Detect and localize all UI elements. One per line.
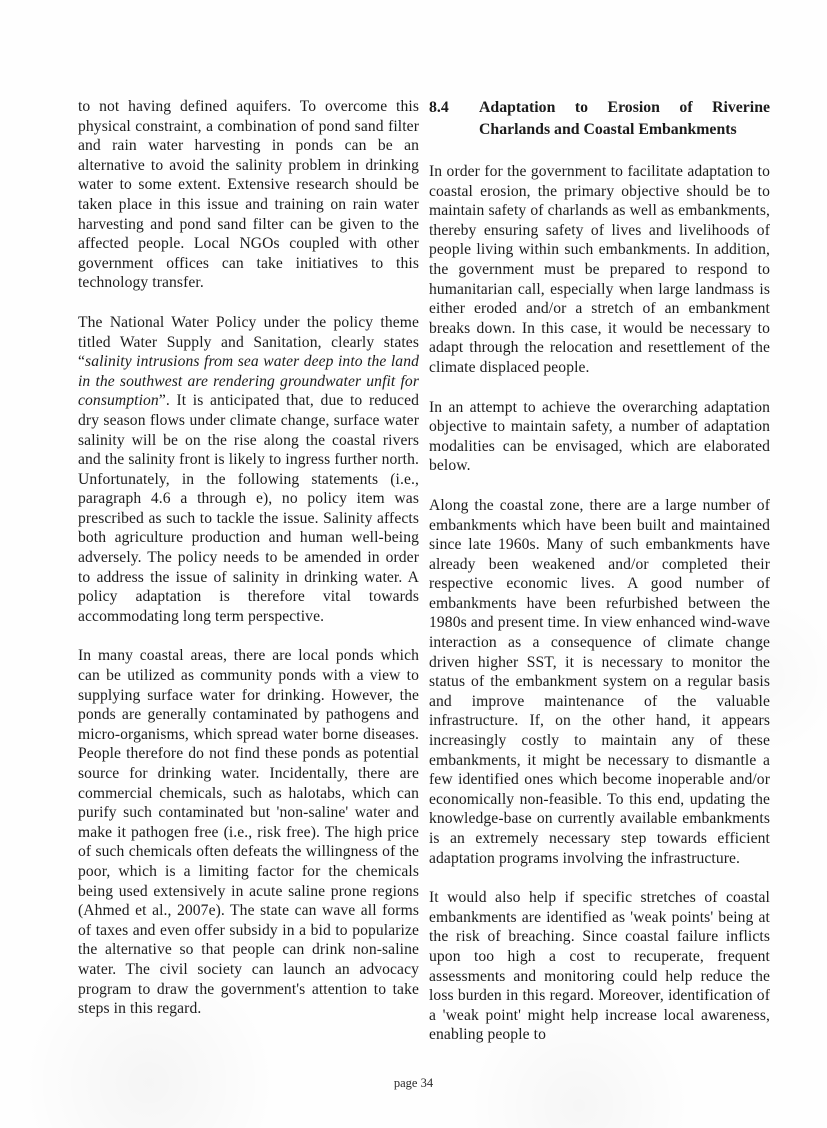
text-segment: In many coastal areas, there are local ponds which can be utilized as community ponds with a view to supplying surface water for drinking. However, the ponds are generally contaminated by pathogens and micro-organisms, which spread water borne diseases. People therefore do not find these ponds as potential source for drinking water. Incidentally, there are commercial chemicals, such as halotabs, which can purify such contaminated but 'non-saline' water and make it pathogen free (i.e., risk free). The high price of such chemicals often defeats the willingness of the poor, which is a limiting factor for the chemicals being used extensively in acute saline prone regions (Ahmed et al., 2007e). The state can wave all forms of taxes and even offer subsidy in a bid to popularize the alternative so that people can drink non-saline water. The civil society can launch an advocacy program to draw the government's attention to take steps in this regard. xyxy=(78,647,419,1018)
page-number: page 34 xyxy=(393,1076,434,1090)
section-heading xyxy=(429,97,770,140)
paragraph xyxy=(78,97,419,293)
left-column xyxy=(78,97,419,1045)
left-column-paragraphs xyxy=(78,97,419,1019)
text-segment: ”. It is anticipated that, due to reduced dry season flows under climate change, surface water salinity will be on the rise along the coastal rivers and the salinity front is likely to ingress further north. Unfortunately, in the following statements (i.e., paragraph 4.6 a through e), no policy item was prescribed as such to tackle the issue. Salinity affects both agriculture production and human well-being adversely. The policy needs to be amended in order to address the issue of salinity in drinking water. A policy adaptation is therefore vital towards accommodating long term perspective. xyxy=(78,392,419,625)
paragraph xyxy=(429,162,770,378)
paragraph xyxy=(78,313,419,627)
text-segment: In order for the government to facilitate adaptation to coastal erosion, the primary objective should be to maintain safety of charlands as well as embankments, thereby ensuring safety of lives and livelihoods of people living within such embankments. In addition, the government must be prepared to respond to humanitarian call, especially when large landmass is either eroded and/or a stretch of an embankment breaks down. In this case, it would be necessary to adapt through the relocation and resettlement of the climate displaced people. xyxy=(429,163,770,376)
paragraph xyxy=(429,398,770,476)
section-number: 8.4 xyxy=(429,99,449,116)
text-segment: It would also help if specific stretches of coastal embankments are identified as 'weak points' being at the risk of breaching. Since coastal failure inflicts upon too high a cost to recuperate, frequent assessments and monitoring could help reduce the loss burden in this regard. Moreover, identification of a 'weak point' might help increase local awareness, enabling people to xyxy=(429,889,770,1044)
text-segment: The National Water Policy under the policy theme titled Water Supply and Sanitation, clearly states “ xyxy=(78,313,419,371)
section-title: Adaptation to Erosion of Riverine Charlands and Coastal Embankments xyxy=(479,99,770,138)
text-segment: In an attempt to achieve the overarching adaptation objective to maintain safety, a number of adaptation modalities can be envisaged, which are elaborated below. xyxy=(429,398,770,475)
right-column xyxy=(429,97,770,1045)
paragraph xyxy=(429,888,770,1045)
paragraph xyxy=(78,646,419,1018)
text-segment: Along the coastal zone, there are a large number of embankments which have been built and maintained since late 1960s. Many of such embankments have already been weakened and/or completed their respective economic lives. A good number of embankments have been refurbished between the 1980s and present time. In view enhanced wind-wave interaction as a consequence of climate change driven higher SST, it is necessary to monitor the status of the embankment system on a regular basis and improve maintenance of the valuable infrastructure. If, on the other hand, it appears increasingly costly to maintain any of these embankments, it might be necessary to dismantle a few identified ones which become inoperable and/or economically non-feasible. To this end, updating the knowledge-base on currently available embankments is an extremely necessary step towards efficient adaptation programs involving the infrastructure. xyxy=(429,496,770,867)
text-columns xyxy=(78,97,770,1045)
page-footer xyxy=(0,1076,827,1091)
text-segment: to not having defined aquifers. To overcome this physical constraint, a combination of pond sand filter and rain water harvesting in ponds can be an alternative to avoid the salinity problem in drinking water to some extent. Extensive research should be taken place in this issue and training on rain water harvesting and pond sand filter can be given to the affected people. Local NGOs coupled with other government offices can take initiatives to this technology transfer. xyxy=(78,98,419,292)
italic-text-segment: salinity intrusions from sea water deep into the land in the southwest are rendering groundwater unfit for consumption xyxy=(78,353,419,410)
paragraph xyxy=(429,496,770,868)
right-column-paragraphs xyxy=(429,162,770,1045)
